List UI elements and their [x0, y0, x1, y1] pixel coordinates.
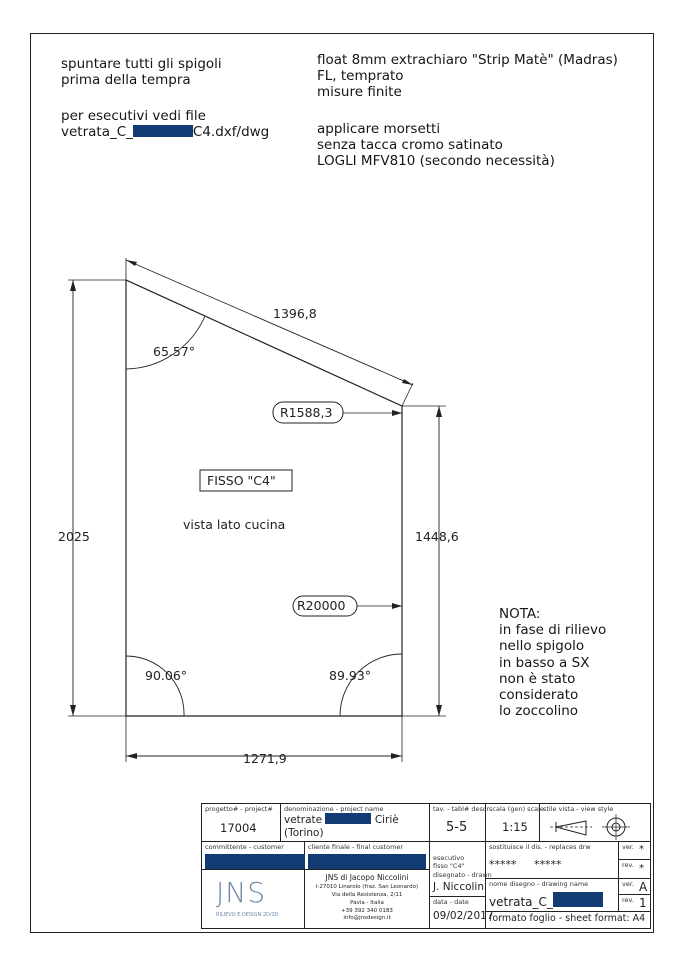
- sheet-format-cell: [486, 912, 650, 928]
- arrow-head: [392, 410, 402, 416]
- customer-cell: committente - customer: [202, 842, 305, 870]
- drawing-date: 09/02/2017: [433, 910, 494, 922]
- drawing-name: vetrata_C_: [489, 892, 603, 909]
- angle-arc-top-left: [126, 316, 205, 369]
- arrow-head: [70, 280, 76, 291]
- note-line: in basso a SX: [499, 654, 590, 671]
- drawn-cell: disegnato - drawn J. Niccolini: [430, 870, 486, 897]
- note-line: LOGLI MFV810 (secondo necessità): [317, 153, 555, 169]
- rev2-cell: rev. 1: [619, 895, 650, 912]
- radius-right-label: R20000: [297, 598, 346, 613]
- arrow-head: [126, 753, 137, 759]
- redaction-bar: [325, 813, 371, 824]
- drawing-name-cell: nome disegno - drawing name vetrata_C_: [486, 879, 619, 912]
- arrow-head: [391, 753, 402, 759]
- dim-top-label: 1396,8: [273, 306, 317, 321]
- scale-value: 1:15: [502, 820, 528, 834]
- note-line: prima della tempra: [61, 72, 191, 88]
- drawn-by: J. Niccolini: [433, 881, 487, 893]
- view-style-cell: stile vista - view style: [540, 804, 650, 842]
- project-location: (Torino): [284, 827, 324, 839]
- sheet-format: formato foglio - sheet format: A4: [489, 913, 646, 924]
- final-customer-cell: cliente finale - final customer: [305, 842, 430, 870]
- date-cell: data - date 09/02/2017: [430, 897, 486, 928]
- arrow-head: [70, 705, 76, 716]
- note-line: misure finite: [317, 84, 402, 100]
- dim-left-label: 2025: [58, 529, 90, 544]
- projection-symbol-icon: [542, 813, 648, 841]
- angle-top-left-label: 65.57°: [153, 344, 196, 359]
- note-line: spuntare tutti gli spigoli: [61, 56, 222, 72]
- logo-subtitle: RILIEVO E DESIGN 2D/3D: [216, 912, 279, 918]
- arrow-head: [436, 705, 442, 716]
- replaces-value: ***** *****: [489, 858, 562, 871]
- project-cell: progetto# - project# 17004: [202, 804, 281, 842]
- angle-arc-bottom-left: [126, 656, 184, 716]
- replaces-cell: sostituisce il dis. - replaces drw ***** *****: [486, 842, 619, 879]
- arrow-head: [392, 603, 402, 609]
- project-name: vetrate Ciriè: [284, 814, 399, 826]
- note-line: nello spigolo: [499, 638, 585, 655]
- rev-cell: rev. *: [619, 860, 650, 879]
- project-name-cell: denominazione - project name vetrate Ciriè (Torino): [281, 804, 430, 842]
- ver2-cell: ver. A: [619, 879, 650, 895]
- scale-cell: scala (gen) scale 1:15: [486, 804, 540, 842]
- ver-cell: ver. *: [619, 842, 650, 860]
- angle-bottom-left-label: 90.06°: [145, 668, 188, 683]
- piece-label: FISSO "C4": [207, 473, 276, 488]
- title-block: [201, 803, 651, 929]
- project-number: 17004: [220, 821, 257, 835]
- company-info: JNS di Jacopo Niccolini I-27010 Linarolo (fraz. San Leonardo) Via della Resistenza, 2/11 Pavia - Italia +39 392 340 0183 info@jnsdesign.it: [305, 870, 430, 928]
- note-line: FL, temprato: [317, 68, 404, 84]
- dim-right-label: 1448,6: [415, 529, 459, 544]
- exec-cell: esecutivo fisso "C4": [430, 842, 486, 870]
- arrow-head: [402, 379, 413, 385]
- note-line: senza tacca cromo satinato: [317, 137, 503, 153]
- redaction-bar: [205, 854, 305, 869]
- note-line: in fase di rilievo: [499, 622, 607, 639]
- note-line: NOTA:: [499, 606, 541, 622]
- arrow-head: [126, 260, 137, 266]
- angle-arc-bottom-right: [340, 654, 402, 716]
- angle-bottom-right-label: 89.93°: [329, 668, 372, 683]
- exec-file-name: vetrata_C_ C4.dxf/dwg: [61, 124, 270, 140]
- dim-line-top: [126, 260, 413, 385]
- note-line: considerato: [499, 687, 579, 704]
- note-line: non è stato: [499, 670, 576, 687]
- sheet-cell: tav. - tabl# descr 5-5: [430, 804, 486, 842]
- logo-text: JNS: [216, 876, 266, 909]
- note-line: per esecutivi vedi file: [61, 108, 206, 124]
- redaction-bar: [553, 892, 603, 907]
- sheet-number: 5-5: [446, 820, 468, 835]
- company-logo: [202, 870, 305, 928]
- extension-line: [402, 383, 413, 406]
- view-label: vista lato cucina: [183, 517, 286, 532]
- note-line: float 8mm extrachiaro "Strip Matè" (Madras): [317, 52, 618, 68]
- dim-bottom-label: 1271,9: [243, 751, 287, 766]
- redaction-bar: [308, 854, 426, 869]
- note-nota: [499, 606, 606, 719]
- note-line: applicare morsetti: [317, 121, 441, 137]
- radius-top-label: R1588,3: [280, 405, 333, 420]
- arrow-head: [436, 406, 442, 417]
- note-line: lo zoccolino: [499, 703, 579, 720]
